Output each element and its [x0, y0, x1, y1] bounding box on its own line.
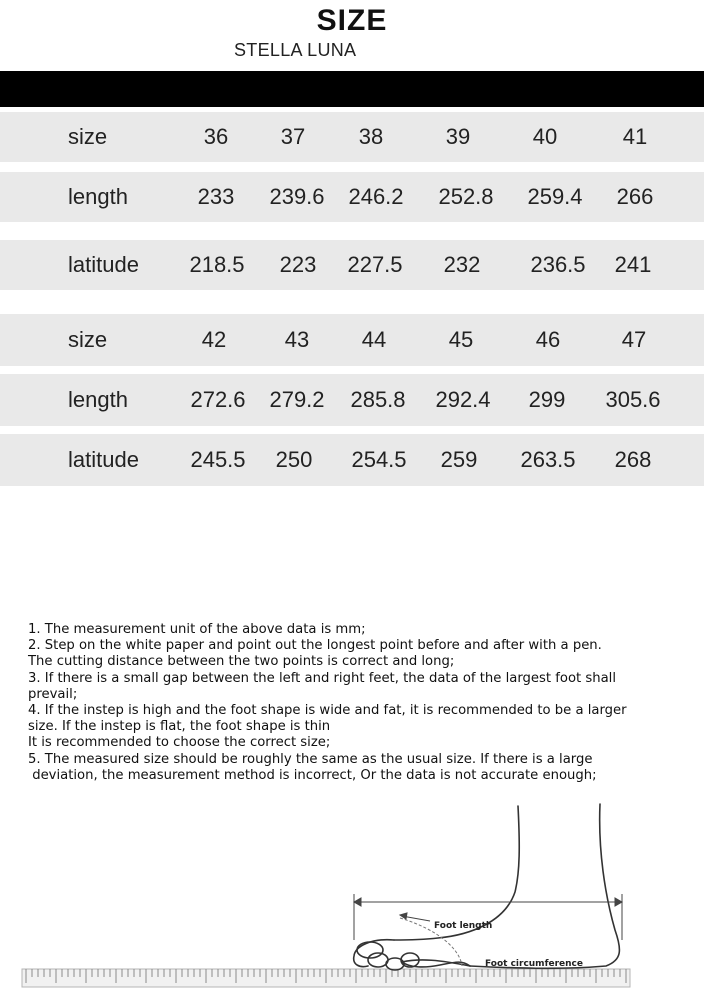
table-cell: 246.2: [348, 184, 404, 209]
row-label: size: [68, 327, 108, 352]
instruction-line: prevail;: [28, 686, 78, 702]
foot-measurement-diagram: [0, 800, 704, 1000]
foot-circumference-label: Foot circumference: [485, 959, 583, 969]
table-cell: 44: [361, 327, 387, 352]
table-cell: 268: [614, 447, 652, 472]
instruction-line: 3. If there is a small gap between the left and right feet, the data of the largest foot shall: [28, 670, 617, 686]
table-cell: 250: [275, 447, 313, 472]
row-label: latitude: [68, 252, 139, 277]
foot-length-label: Foot length: [434, 921, 493, 931]
instruction-line: It is recommended to choose the correct size;: [28, 735, 331, 751]
table-cell: 236.5: [530, 252, 586, 277]
instruction-line: 5. The measured size should be roughly the same as the usual size. If there is a large: [28, 751, 593, 767]
row-label: length: [68, 387, 128, 412]
table-cell: 47: [621, 327, 647, 352]
table-cell: 305.6: [605, 387, 661, 412]
foot-length-arrow: [354, 894, 622, 940]
instruction-line: The cutting distance between the two points is correct and long;: [28, 654, 455, 670]
table-cell: 245.5: [190, 447, 246, 472]
table-cell: 232: [443, 252, 481, 277]
table-cell: 45: [448, 327, 474, 352]
table-row: [0, 314, 704, 366]
ruler-illustration: [22, 969, 630, 987]
table-cell: 40: [532, 124, 558, 149]
measurement-instructions: [28, 622, 688, 784]
table-cell: 252.8: [438, 184, 494, 209]
table-cell: 43: [284, 327, 310, 352]
table-cell: 37: [280, 124, 306, 149]
table-cell: 46: [535, 327, 561, 352]
foot-outline: [354, 804, 620, 970]
table-cell: 223: [279, 252, 317, 277]
brand-name: STELLA LUNA: [234, 40, 357, 60]
table-row: [0, 112, 704, 162]
page-title: SIZE: [316, 4, 388, 37]
table-cell: 38: [358, 124, 384, 149]
table-cell: 239.6: [269, 184, 325, 209]
table-cell: 263.5: [520, 447, 576, 472]
table-cell: 279.2: [269, 387, 325, 412]
table-cell: 259: [440, 447, 478, 472]
table-row: [0, 434, 704, 486]
header-bar: [0, 71, 704, 107]
table-cell: 227.5: [347, 252, 403, 277]
instruction-line: 4. If the instep is high and the foot shape is wide and fat, it is recommended to be a larger: [28, 703, 627, 719]
row-label: size: [68, 124, 108, 149]
instruction-line: 2. Step on the white paper and point out the longest point before and after with a pen.: [28, 638, 602, 654]
table-cell: 266: [616, 184, 654, 209]
table-row: [0, 374, 704, 426]
table-cell: 39: [445, 124, 471, 149]
table-cell: 285.8: [350, 387, 406, 412]
row-label: latitude: [68, 447, 139, 472]
table-cell: 292.4: [435, 387, 491, 412]
table-row: [0, 240, 704, 290]
instruction-line: size. If the instep is flat, the foot shape is thin: [28, 719, 331, 735]
instruction-line: deviation, the measurement method is incorrect, Or the data is not accurate enough;: [28, 767, 597, 783]
row-label: length: [68, 184, 128, 209]
table-cell: 259.4: [527, 184, 583, 209]
table-cell: 241: [614, 252, 652, 277]
table-cell: 41: [622, 124, 648, 149]
table-cell: 233: [197, 184, 235, 209]
table-cell: 254.5: [351, 447, 407, 472]
table-cell: 36: [203, 124, 229, 149]
table-cell: 42: [201, 327, 227, 352]
table-cell: 272.6: [190, 387, 246, 412]
table-cell: 218.5: [189, 252, 245, 277]
table-row: [0, 172, 704, 222]
table-cell: 299: [528, 387, 566, 412]
instruction-line: 1. The measurement unit of the above data is mm;: [28, 622, 366, 637]
